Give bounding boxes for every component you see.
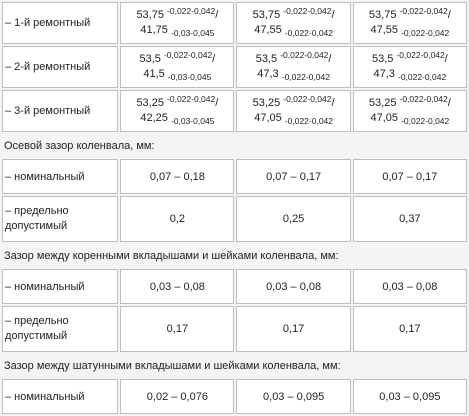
row-label: – предельно допустимый xyxy=(2,306,118,352)
section-header-row xyxy=(2,134,467,157)
value-cell: 0,02 – 0,076 xyxy=(120,379,234,414)
value-cell: 0,03 – 0,08 xyxy=(120,269,234,304)
value-cell: 0,03 – 0,095 xyxy=(236,379,350,414)
dimension-cell: 53,5 $^{-0,022-0,042}$/ 41,5 $_{-0,03-0,045}$ xyxy=(120,46,234,88)
dimension-cell: 53,5 $^{-0,022-0,042}$/ 47,3 $_{-0,022-0,042}$ xyxy=(236,46,350,88)
section-title: Зазор между коренными вкладышами и шейками коленвала, мм: xyxy=(2,244,467,267)
value-cell: 0,17 xyxy=(120,306,234,352)
table-row xyxy=(2,159,467,194)
value-cell: 0,03 – 0,08 xyxy=(236,269,350,304)
value-cell: 0,03 – 0,095 xyxy=(353,379,467,414)
dimension-cell: 53,25 $^{-0,022-0,042}$/ 47,05 $_{-0,022-0,042}$ xyxy=(353,90,467,132)
row-label: – номинальный xyxy=(2,159,118,194)
table-row xyxy=(2,269,467,304)
dimension-cell: 53,25 $^{-0,022-0,042}$/ 42,25 $_{-0,03-0,045}$ xyxy=(120,90,234,132)
row-label: – 2-й ремонтный xyxy=(2,46,118,88)
dimension-cell: 53,75 $^{-0,022-0,042}$/ 47,55 $_{-0,022-0,042}$ xyxy=(236,2,350,44)
value-cell: 0,07 – 0,18 xyxy=(120,159,234,194)
value-cell: 0,17 xyxy=(353,306,467,352)
dimension-cell: 53,75 $^{-0,022-0,042}$/ 41,75 $_{-0,03-0,045}$ xyxy=(120,2,234,44)
table-row-repair-3 xyxy=(2,90,467,132)
section-title: Зазор между шатунными вкладышами и шейками коленвала, мм: xyxy=(2,354,467,377)
dimension-cell: 53,5 $^{-0,022-0,042}$/ 47,3 $_{-0,022-0,042}$ xyxy=(353,46,467,88)
section-header-row xyxy=(2,244,467,267)
dimension-cell: 53,25 $^{-0,022-0,042}$/ 47,05 $_{-0,022-0,042}$ xyxy=(236,90,350,132)
row-label: – 3-й ремонтный xyxy=(2,90,118,132)
value-cell: 0,03 – 0,08 xyxy=(353,269,467,304)
table-row-repair-1 xyxy=(2,2,467,44)
table-row xyxy=(2,196,467,242)
value-cell: 0,37 xyxy=(353,196,467,242)
section-header-row xyxy=(2,354,467,377)
value-cell: 0,07 – 0,17 xyxy=(353,159,467,194)
table-row-repair-2 xyxy=(2,46,467,88)
value-cell: 0,07 – 0,17 xyxy=(236,159,350,194)
value-cell: 0,25 xyxy=(236,196,350,242)
table-row xyxy=(2,306,467,352)
row-label: – предельно допустимый xyxy=(2,196,118,242)
row-label: – 1-й ремонтный xyxy=(2,2,118,44)
row-label: – номинальный xyxy=(2,269,118,304)
value-cell: 0,17 xyxy=(236,306,350,352)
dimension-cell: 53,75 $^{-0,022-0,042}$/ 47,55 $_{-0,022-0,042}$ xyxy=(353,2,467,44)
table-row xyxy=(2,379,467,414)
section-title: Осевой зазор коленвала, мм: xyxy=(2,134,467,157)
value-cell: 0,2 xyxy=(120,196,234,242)
row-label: – номинальный xyxy=(2,379,118,414)
